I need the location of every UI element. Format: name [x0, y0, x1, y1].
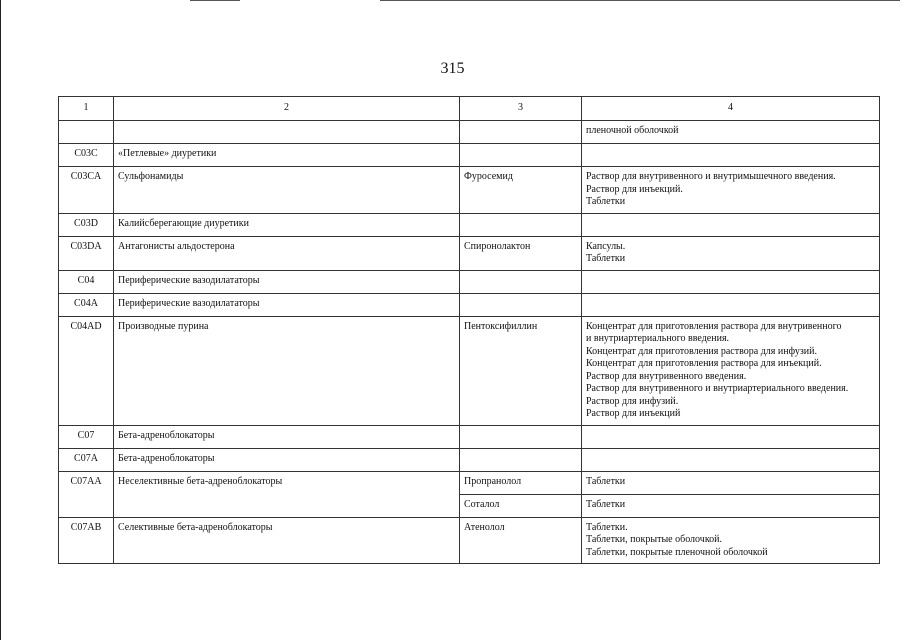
- dosage-forms-cell: [582, 270, 880, 293]
- top-edge-mark: [380, 0, 900, 1]
- dosage-form-line: Таблетки: [586, 498, 626, 510]
- group-name-cell: Производные пурина: [114, 316, 460, 425]
- dosage-form-line: Концентрат для приготовления раствора для внутривенного: [586, 320, 842, 332]
- drug-name-cell: Соталол: [460, 494, 582, 517]
- table-row: [59, 425, 880, 448]
- dosage-form-line: Раствор для инфузий.: [586, 395, 679, 407]
- group-name-cell: Калийсберегающие диуретики: [114, 213, 460, 236]
- group-name-cell: Периферические вазодилататоры: [114, 270, 460, 293]
- dosage-forms-cell: [582, 293, 880, 316]
- atc-code-cell: C04AD: [59, 316, 114, 425]
- atc-code-cell: C03CA: [59, 167, 114, 214]
- column-header: 3: [460, 97, 582, 121]
- drug-name-cell: [460, 213, 582, 236]
- table-row: [59, 316, 880, 425]
- atc-code-cell: C04: [59, 270, 114, 293]
- atc-code-cell: C03DA: [59, 236, 114, 270]
- dosage-forms-cell: [582, 425, 880, 448]
- column-header: 2: [114, 97, 460, 121]
- group-name-cell: Сульфонамиды: [114, 167, 460, 214]
- dosage-forms-cell: [582, 213, 880, 236]
- column-header: 4: [582, 97, 880, 121]
- drug-name-cell: [460, 121, 582, 144]
- dosage-forms-cell: [582, 494, 880, 517]
- atc-code-cell: C07AB: [59, 517, 114, 564]
- dosage-form-line: Таблетки: [586, 253, 626, 264]
- drug-name-cell: [460, 425, 582, 448]
- group-name-cell: Периферические вазодилататоры: [114, 293, 460, 316]
- dosage-forms-cell: [582, 121, 880, 144]
- dosage-forms-cell: [582, 316, 880, 425]
- dosage-form-line: Таблетки, покрытые пленочной оболочкой: [586, 546, 768, 558]
- group-name-cell: Неселективные бета-адреноблокаторы: [114, 471, 460, 517]
- dosage-forms-cell: [582, 167, 880, 214]
- dosage-form-line: Таблетки, покрытые оболочкой.: [586, 534, 723, 545]
- table-row: [59, 121, 880, 144]
- group-name-cell: Бета-адреноблокаторы: [114, 425, 460, 448]
- dosage-form-line: Концентрат для приготовления раствора для инфузий.: [586, 345, 817, 357]
- drug-name-cell: Пентоксифиллин: [460, 316, 582, 425]
- table-row: [59, 448, 880, 471]
- column-header: 1: [59, 97, 114, 121]
- table-row: [59, 167, 880, 214]
- drug-name-cell: Спиронолактон: [460, 236, 582, 270]
- atc-code-cell: C04A: [59, 293, 114, 316]
- dosage-form-line: и внутриартериального введения.: [586, 333, 730, 344]
- dosage-form-line: Капсулы.: [586, 240, 626, 252]
- dosage-forms-cell: [582, 448, 880, 471]
- dosage-forms-cell: [582, 517, 880, 564]
- page-number: 315: [440, 60, 465, 77]
- atc-code-cell: C07AA: [59, 471, 114, 517]
- group-name-cell: [114, 121, 460, 144]
- table-row: [59, 293, 880, 316]
- table-row: [59, 144, 880, 167]
- dosage-form-line: Раствор для внутривенного и внутриартериального введения.: [586, 383, 849, 394]
- drug-name-cell: [460, 270, 582, 293]
- medication-table: [58, 96, 880, 564]
- drug-name-cell: Фуросемид: [460, 167, 582, 214]
- atc-code-cell: C03C: [59, 144, 114, 167]
- drug-name-cell: [460, 293, 582, 316]
- drug-name-cell: [460, 144, 582, 167]
- dosage-forms-cell: [582, 236, 880, 270]
- dosage-forms-cell: [582, 144, 880, 167]
- table-row: [59, 236, 880, 270]
- dosage-form-line: Раствор для инъекций.: [586, 183, 683, 195]
- group-name-cell: «Петлевые» диуретики: [114, 144, 460, 167]
- table-row: [59, 517, 880, 564]
- left-border-line: [0, 0, 1, 640]
- dosage-form-line: Раствор для внутривенного введения.: [586, 370, 747, 382]
- drug-name-cell: [460, 448, 582, 471]
- dosage-forms-cell: [582, 471, 880, 494]
- group-name-cell: Бета-адреноблокаторы: [114, 448, 460, 471]
- dosage-form-line: пленочной оболочкой: [586, 125, 679, 136]
- dosage-form-line: Раствор для инъекций: [586, 408, 681, 419]
- dosage-form-line: Таблетки: [586, 196, 626, 207]
- table-row: [59, 270, 880, 293]
- group-name-cell: Антагонисты альдостерона: [114, 236, 460, 270]
- drug-name-cell: Пропранолол: [460, 471, 582, 494]
- dosage-form-line: Таблетки.: [586, 521, 628, 533]
- atc-code-cell: C03D: [59, 213, 114, 236]
- atc-code-cell: C07A: [59, 448, 114, 471]
- group-name-cell: Селективные бета-адреноблокаторы: [114, 517, 460, 564]
- atc-code-cell: [59, 121, 114, 144]
- table-row: [59, 471, 880, 494]
- dosage-form-line: Раствор для внутривенного и внутримышечного введения.: [586, 171, 836, 182]
- table-header-row: [59, 97, 880, 121]
- table-row: [59, 213, 880, 236]
- drug-name-cell: Атенолол: [460, 517, 582, 564]
- dosage-form-line: Концентрат для приготовления раствора для инъекций.: [586, 358, 822, 369]
- top-edge-mark: [190, 0, 240, 1]
- dosage-form-line: Таблетки: [586, 475, 626, 487]
- atc-code-cell: C07: [59, 425, 114, 448]
